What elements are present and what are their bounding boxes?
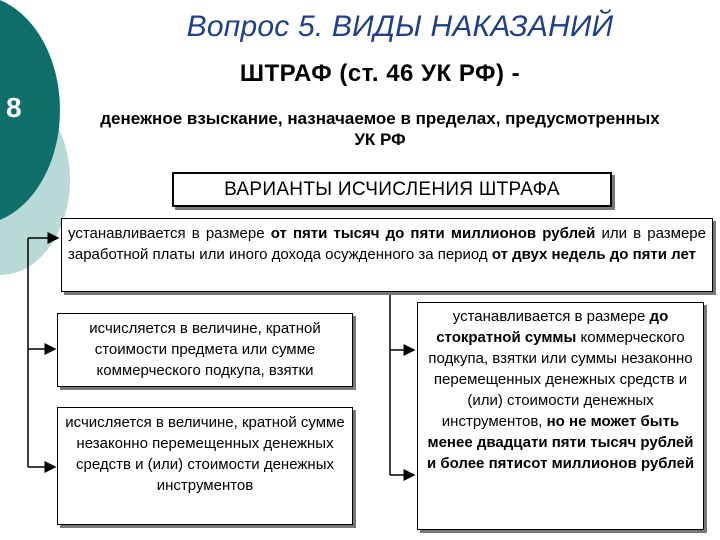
fine-multiple-bribe-box: исчисляется в величине, кратной стоимости предмета или сумме коммерческого подкупа, взятки [57,313,353,387]
box-main-text-1: устанавливается в размере [68,225,271,242]
fine-multiple-funds-box: исчисляется в величине, кратной сумме незаконно перемещенных денежных средств и (или) стоимости денежных инструментов [57,407,353,525]
box-main-text-2: или в размере заработной платы или иного дохода осужденного за период [68,225,706,263]
box-main-bold-2: от двух недель до пяти лет [491,246,696,263]
definition-text: денежное взыскание, назначаемое в пределах, предусмотренных УК РФ [100,109,660,149]
slide-subtitle: ШТРАФ (ст. 46 УК РФ) - [239,60,521,87]
calculation-options-header: ВАРИАНТЫ ИСЧИСЛЕНИЯ ШТРАФА [172,172,612,207]
box-right-text-2: коммерческого подкупа, взятки или суммы незаконно перемещенных денежных средств и (или) стоимости денежных инструментов, [428,329,693,430]
box-right-bold-2: но не может быть менее двадцати пяти тысяч рублей и более пятисот миллионов рублей [426,413,695,472]
slide-number: 8 [6,92,22,123]
box-right-text-1: устанавливается в размере [452,308,650,325]
fine-fixed-amount-box [61,218,713,292]
box-main-bold-1: от пяти тысяч до пяти миллионов рублей [270,225,596,242]
box-right-bold-1: до стократной суммы [436,308,669,346]
slide-title: Вопрос 5. ВИДЫ НАКАЗАНИЙ [186,10,614,43]
fine-limits-box [417,302,704,530]
